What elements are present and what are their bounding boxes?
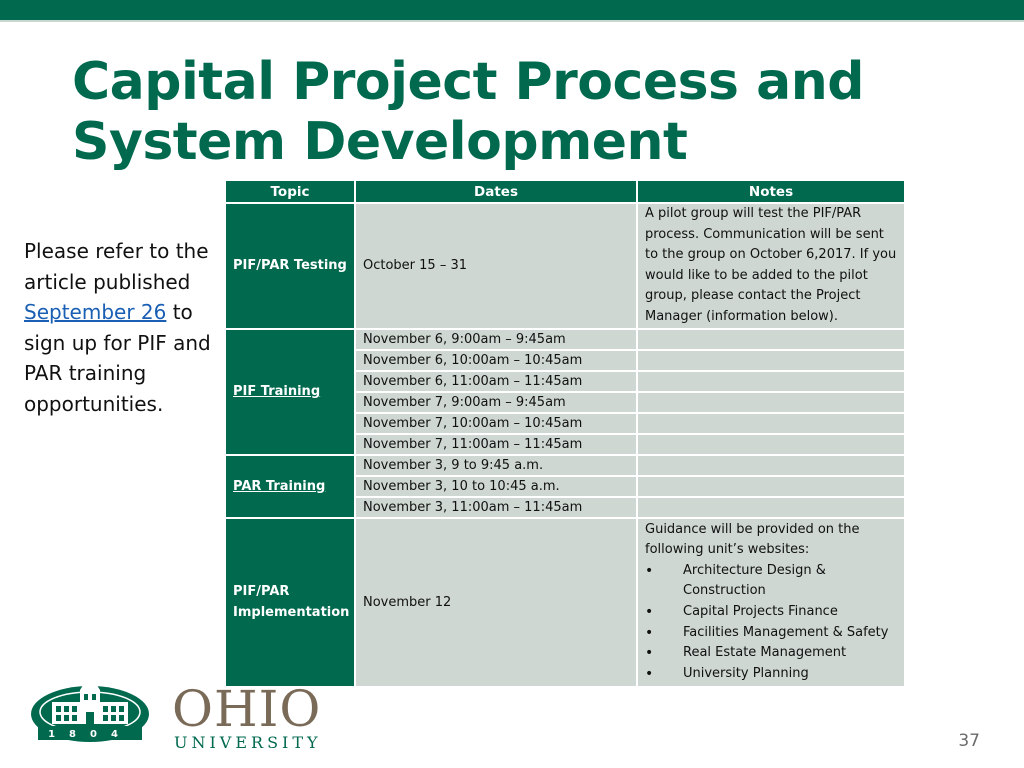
notes-implementation-intro: Guidance will be provided on the following unit’s websites: bbox=[645, 521, 860, 558]
table-row-testing bbox=[225, 203, 905, 329]
seal-year: 1804 bbox=[48, 729, 132, 740]
slide-title-line-2: System Development bbox=[72, 112, 688, 172]
unit-list-item: • Capital Projects Finance bbox=[645, 602, 897, 623]
notes-empty bbox=[637, 350, 905, 371]
notes-empty bbox=[637, 329, 905, 350]
ohio-university-logo bbox=[30, 668, 330, 756]
notes-empty bbox=[637, 476, 905, 497]
top-accent-line bbox=[0, 20, 1024, 22]
header-dates: Dates bbox=[355, 180, 637, 203]
unit-list-item: • Real Estate Management bbox=[645, 643, 897, 664]
notes-testing: A pilot group will test the PIF/PAR process. Communication will be sent to the group on October 6,2017. If you would like to be added to the pilot group, please contact the Project Manager (information below). bbox=[637, 203, 905, 329]
date-slot: November 6, 9:00am – 9:45am bbox=[355, 329, 637, 350]
notes-empty bbox=[637, 371, 905, 392]
logo-wordmark-top: OHIO bbox=[172, 680, 322, 738]
side-note-intro: Please refer to the article published bbox=[24, 239, 209, 294]
date-slot: November 3, 11:00am – 11:45am bbox=[355, 497, 637, 518]
notes-empty bbox=[637, 434, 905, 455]
schedule-table bbox=[224, 179, 906, 688]
table-row-implementation bbox=[225, 518, 905, 687]
side-note bbox=[24, 236, 214, 419]
unit-list-item: • University Planning bbox=[645, 664, 897, 685]
table-header-row bbox=[225, 180, 905, 203]
unit-list bbox=[645, 561, 897, 685]
top-accent-bar bbox=[0, 0, 1024, 20]
topic-par-training-label[interactable]: PAR Training bbox=[233, 478, 326, 494]
side-note-outro: to sign up for PIF and PAR training opportunities. bbox=[24, 300, 211, 416]
date-slot: November 7, 9:00am – 9:45am bbox=[355, 392, 637, 413]
notes-empty bbox=[637, 392, 905, 413]
topic-implementation: PIF/PAR Implementation bbox=[225, 518, 355, 687]
topic-pif-training[interactable] bbox=[225, 329, 355, 455]
header-topic: Topic bbox=[225, 180, 355, 203]
topic-pif-par-testing: PIF/PAR Testing bbox=[225, 203, 355, 329]
slide-title-line-1: Capital Project Process and bbox=[72, 52, 864, 112]
notes-empty bbox=[637, 455, 905, 476]
table-row bbox=[225, 329, 905, 350]
table-row bbox=[225, 455, 905, 476]
university-seal-icon bbox=[31, 670, 149, 742]
unit-list-item: • Facilities Management & Safety bbox=[645, 623, 897, 644]
dates-implementation: November 12 bbox=[355, 518, 637, 687]
unit-list-item: • Architecture Design & Construction bbox=[645, 561, 897, 602]
date-slot: November 3, 10 to 10:45 a.m. bbox=[355, 476, 637, 497]
header-notes: Notes bbox=[637, 180, 905, 203]
notes-empty bbox=[637, 413, 905, 434]
notes-implementation bbox=[637, 518, 905, 687]
article-link[interactable]: September 26 bbox=[24, 300, 167, 324]
date-slot: November 6, 11:00am – 11:45am bbox=[355, 371, 637, 392]
dates-testing: October 15 – 31 bbox=[355, 203, 637, 329]
logo-wordmark-bottom: UNIVERSITY bbox=[174, 733, 322, 752]
topic-pif-training-label[interactable]: PIF Training bbox=[233, 384, 321, 400]
notes-empty bbox=[637, 497, 905, 518]
date-slot: November 3, 9 to 9:45 a.m. bbox=[355, 455, 637, 476]
date-slot: November 7, 11:00am – 11:45am bbox=[355, 434, 637, 455]
page-number: 37 bbox=[958, 731, 980, 751]
topic-par-training[interactable] bbox=[225, 455, 355, 518]
date-slot: November 7, 10:00am – 10:45am bbox=[355, 413, 637, 434]
date-slot: November 6, 10:00am – 10:45am bbox=[355, 350, 637, 371]
slide-title bbox=[72, 52, 972, 172]
